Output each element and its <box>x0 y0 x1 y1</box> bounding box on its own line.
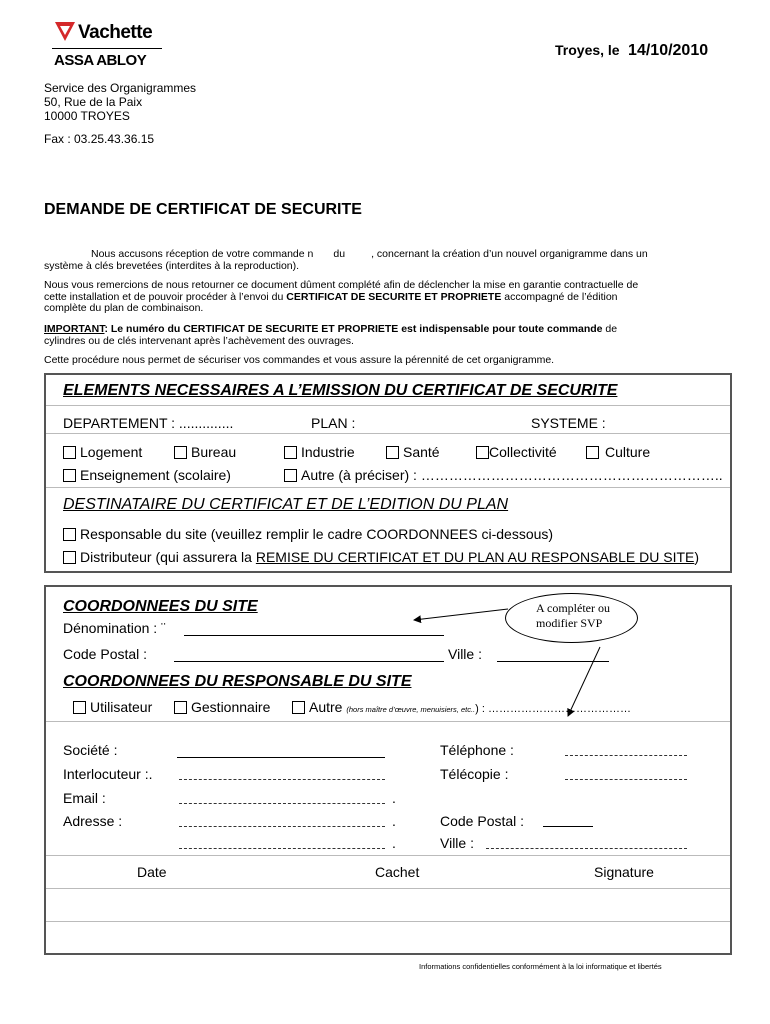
departement-field[interactable]: DEPARTEMENT : .............. <box>63 415 234 431</box>
fax-number: Fax : 03.25.43.36.15 <box>44 132 155 146</box>
adresse-dot-2: . <box>392 835 396 851</box>
denomination-label: Dénomination : ¨ <box>63 620 166 636</box>
page-title: DEMANDE DE CERTIFICAT DE SECURITE <box>44 201 362 218</box>
telecopie-label: Télécopie : <box>440 766 509 782</box>
arrow-to-denomination <box>414 609 508 620</box>
intro-paragraph-1: Nous accusons réception de votre commande n du , concernant la création d’un nouvel organigramme dans un système à clés brevetées (interdites à la reproduction). <box>44 248 648 272</box>
brand-name: Vachette <box>78 22 153 43</box>
footer-note: Informations confidentielles conformément à la loi informatique et libertés <box>419 962 662 971</box>
signature-label: Signature <box>594 864 654 880</box>
checkbox-autre[interactable]: Autre (à préciser) : ……………………………………………………….. <box>284 467 723 483</box>
site-ville-label: Ville : <box>448 646 482 662</box>
checkbox-utilisateur[interactable]: Utilisateur <box>73 699 152 715</box>
checkbox-gestionnaire[interactable]: Gestionnaire <box>174 699 270 715</box>
adresse-label: Adresse : <box>63 813 123 829</box>
signature-date-label: Date <box>137 864 167 880</box>
email-dot: . <box>392 790 396 806</box>
checkbox-sante[interactable]: Santé <box>386 444 440 460</box>
checkbox-industrie[interactable]: Industrie <box>284 444 355 460</box>
date-prefix: Troyes, le <box>555 42 620 58</box>
plan-field[interactable]: PLAN : <box>311 415 356 431</box>
interlocuteur-label: Interlocuteur :. <box>63 766 153 782</box>
site-code-postal-label: Code Postal : <box>63 646 148 662</box>
site-title: COORDONNEES DU SITE <box>63 598 258 615</box>
email-label: Email : <box>63 790 106 806</box>
checkbox-distributeur[interactable]: Distributeur (qui assurera la REMISE DU CERTIFICAT ET DU PLAN AU RESPONSABLE DU SITE) <box>63 549 699 565</box>
checkbox-responsable-site[interactable]: Responsable du site (veuillez remplir le cadre COORDONNEES ci-dessous) <box>63 526 553 542</box>
intro-paragraph-2: Nous vous remercions de nous retourner ce document dûment complété afin de déclencher la mise en garantie contractuelle de cette installation et de pouvoir procéder à l’envoi du CERTIFICAT DE SECURITE ET PROPRIETE accompagné de l’édition complète du plan de combinaison. <box>44 279 639 314</box>
telephone-label: Téléphone : <box>440 742 514 758</box>
arrow-to-autre <box>568 647 600 716</box>
adresse-dot-1: . <box>392 813 396 829</box>
brand-group-name: ASSA ABLOY <box>54 52 147 69</box>
responsable-title: COORDONNEES DU RESPONSABLE DU SITE <box>63 673 412 690</box>
address-line-3: 10000 TROYES <box>44 109 130 123</box>
responsable-code-postal-label: Code Postal : <box>440 813 525 829</box>
address-line-2: 50, Rue de la Paix <box>44 95 143 109</box>
callout-bubble: A compléter ou modifier SVP <box>505 593 638 643</box>
checkbox-bureau[interactable]: Bureau <box>174 444 236 460</box>
date-value: 14/10/2010 <box>628 42 709 59</box>
checkbox-autre-responsable[interactable]: Autre (hors maître d’œuvre, menuisiers, etc..) : ………………………………… <box>292 699 631 715</box>
signature-cachet-label: Cachet <box>375 864 420 880</box>
intro-paragraph-4: Cette procédure nous permet de sécuriser vos commandes et vous assure la pérennité de cet organigramme. <box>44 354 555 366</box>
societe-label: Société : <box>63 742 118 758</box>
checkbox-culture[interactable]: Culture <box>586 444 650 460</box>
elements-title: ELEMENTS NECESSAIRES A L’EMISSION DU CERTIFICAT DE SECURITE <box>63 382 618 399</box>
address-line-1: Service des Organigrammes <box>44 81 197 95</box>
checkbox-logement[interactable]: Logement <box>63 444 142 460</box>
destinataire-title: DESTINATAIRE DU CERTIFICAT ET DE L’EDITION DU PLAN <box>63 496 509 513</box>
checkbox-enseignement[interactable]: Enseignement (scolaire) <box>63 467 231 483</box>
systeme-field[interactable]: SYSTEME : <box>531 415 606 431</box>
responsable-ville-label: Ville : <box>440 835 474 851</box>
important-notice: IMPORTANT: Le numéro du CERTIFICAT DE SECURITE ET PROPRIETE est indispensable pour toute commande de cylindres ou de clés intervenant après l’achèvement des ouvrages. <box>44 323 618 347</box>
checkbox-collectivite[interactable]: Collectivité <box>476 444 557 460</box>
